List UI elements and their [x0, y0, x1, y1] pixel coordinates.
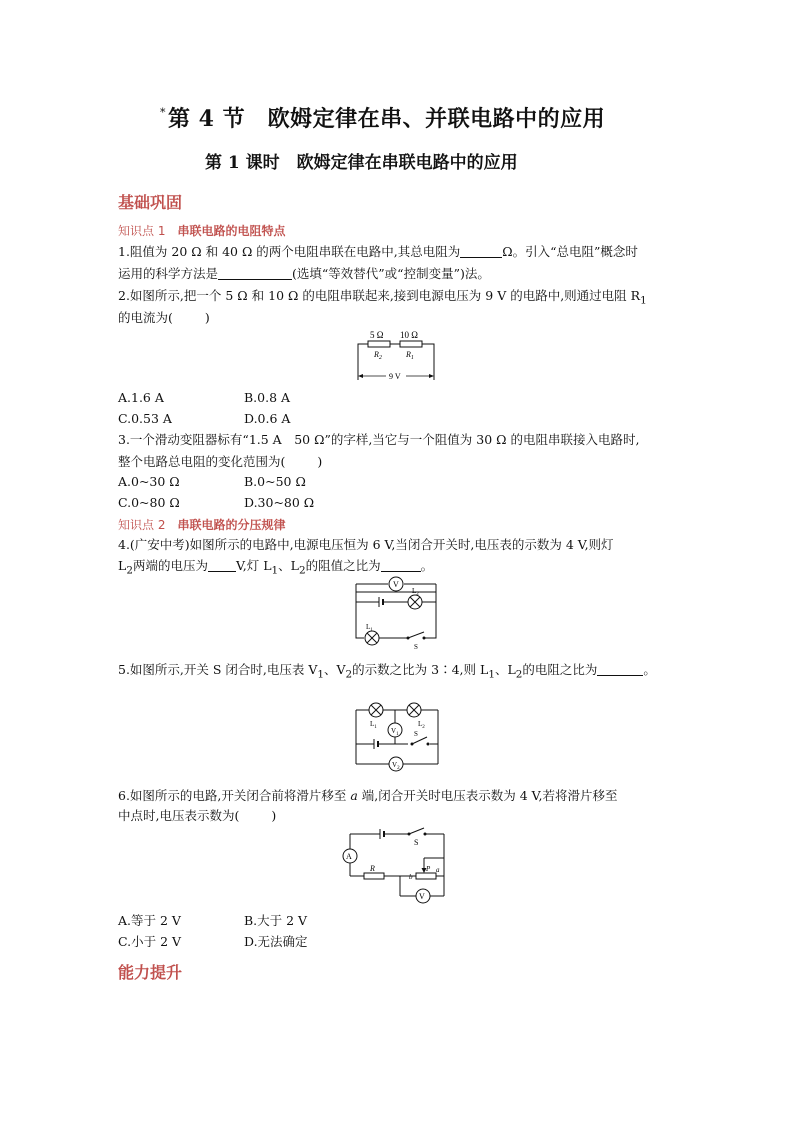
sub: 2 — [126, 564, 133, 577]
q4-text: V,灯 L — [235, 558, 272, 573]
q1-text-c: 运用的科学方法是 — [118, 266, 219, 281]
q5-text: 的示数之比为 3∶4,则 L — [352, 662, 489, 677]
switch-label: S — [414, 643, 418, 650]
sub: 1 — [488, 668, 495, 681]
q4-text: 、L — [278, 558, 299, 573]
r1-label: $R_1$ — [406, 350, 414, 361]
v2-label: $V_2$ — [392, 761, 400, 771]
q3-text-b: 整个电路总电阻的变化范围为( — [118, 454, 286, 469]
q2-option-c[interactable]: C.0.53 A — [118, 411, 172, 426]
sub: 1 — [317, 668, 325, 681]
r2-value-label: 5 Ω — [370, 330, 384, 340]
q6-text: 6.如图所示的电路,开关闭合前将滑片移至 — [118, 788, 351, 803]
q4-l2: L — [118, 558, 127, 573]
question-1-line-1 — [118, 242, 638, 262]
resistor-r-icon — [364, 873, 384, 879]
q6-text: 端,闭合开关时电压表示数为 4 V,若将滑片移至 — [357, 788, 618, 803]
question-6-line-2 — [118, 806, 276, 826]
sub: 1 — [271, 564, 279, 577]
q4-text: 。 — [420, 558, 434, 573]
q6-option-b[interactable]: B.大于 2 V — [244, 913, 308, 928]
page-title-text: 第 4 节 欧姆定律在串、并联电路中的应用 — [168, 106, 606, 132]
q2-paren-close: ) — [204, 310, 210, 325]
q2-option-b[interactable]: B.0.8 A — [244, 390, 291, 405]
q1-text-a: 1.阻值为 20 Ω 和 40 Ω 的两个电阻串联在电路中,其总电阻为 — [118, 244, 461, 259]
resistor-r1-icon — [400, 341, 422, 347]
switch-label: S — [414, 730, 418, 738]
q2-text-b: 的电流为( — [118, 310, 173, 325]
l2-label: $L_2$ — [412, 587, 419, 597]
l2-label: $L_2$ — [418, 720, 425, 730]
q4-text: 两端的电压为 — [132, 558, 208, 573]
question-3-line-1: 3.一个滑动变阻器标有“1.5 A 50 Ω”的字样,当它与一个阻值为 30 Ω 的电阻串联接入电路时, — [118, 432, 640, 447]
q3-option-a[interactable]: A.0~30 Ω — [118, 474, 180, 489]
q2-option-d[interactable]: D.0.6 A — [244, 411, 291, 426]
q6-option-d[interactable]: D.无法确定 — [244, 934, 308, 949]
question-3-line-2 — [118, 452, 322, 472]
q2-circuit-figure — [350, 326, 442, 384]
page-title — [160, 102, 605, 133]
sub: 2 — [345, 668, 353, 681]
q4-circuit-figure — [350, 576, 442, 650]
q5-text: 、L — [494, 662, 516, 677]
voltmeter-label: V — [419, 892, 425, 901]
voltage-label: 9 V — [389, 372, 401, 381]
q2-option-a[interactable]: A.1.6 A — [118, 390, 164, 405]
q6-text: 中点时,电压表示数为( — [118, 808, 240, 823]
question-1-line-2 — [118, 264, 490, 284]
knowledge-point-1 — [118, 222, 285, 239]
kp-index: 知识点 2 — [118, 518, 166, 532]
resistor-r2-icon — [368, 341, 390, 347]
answer-blank[interactable] — [218, 265, 292, 280]
q5-text: 5.如图所示,开关 S 闭合时,电压表 V — [118, 662, 318, 677]
answer-blank[interactable] — [597, 661, 643, 676]
q6-circuit-figure — [336, 826, 450, 910]
knowledge-point-2 — [118, 516, 285, 533]
optional-mark: * — [160, 106, 166, 119]
q5-text: 、V — [324, 662, 346, 677]
r2-label: $R_2$ — [374, 350, 382, 361]
q3-option-c[interactable]: C.0~80 Ω — [118, 495, 180, 510]
q5-text: 的电阻之比为 — [522, 662, 598, 677]
answer-blank[interactable] — [208, 557, 236, 572]
voltmeter-label: V — [393, 580, 399, 589]
q5-text: 。 — [643, 662, 656, 677]
q5-circuit-figure — [352, 698, 442, 776]
q6-option-a[interactable]: A.等于 2 V — [118, 913, 181, 928]
section-basic: 基础巩固 — [118, 193, 183, 212]
section-advanced: 能力提升 — [118, 963, 183, 982]
rheostat-icon — [416, 873, 436, 879]
q2-text-a: 2.如图所示,把一个 5 Ω 和 10 Ω 的电阻串联起来,接到电源电压为 9 V 的电路中,则通过电阻 R — [118, 288, 641, 303]
q3-option-b[interactable]: B.0~50 Ω — [244, 474, 306, 489]
page-subtitle: 第 1 课时 欧姆定律在串联电路中的应用 — [205, 153, 518, 173]
q3-paren-close: ) — [317, 454, 323, 469]
q1-text-b: Ω。引入“总电阻”概念时 — [502, 244, 638, 259]
end-b-label: b — [409, 873, 413, 881]
l1-label: $L_1$ — [370, 720, 377, 730]
q6-option-c[interactable]: C.小于 2 V — [118, 934, 182, 949]
answer-blank[interactable] — [460, 243, 502, 258]
q6-paren-close: ) — [271, 808, 277, 823]
q3-option-d[interactable]: D.30~80 Ω — [244, 495, 315, 510]
switch-label: S — [414, 838, 419, 847]
answer-blank[interactable] — [381, 557, 421, 572]
end-a-label: a — [436, 866, 440, 874]
kp-name: 串联电路的电阻特点 — [177, 224, 286, 238]
kp-name: 串联电路的分压规律 — [177, 518, 286, 532]
slider-label: P — [426, 865, 431, 873]
resistor-label: R — [370, 864, 375, 873]
kp-index: 知识点 1 — [118, 224, 166, 238]
q2-sub: 1 — [640, 294, 647, 307]
v1-label: $V_1$ — [391, 727, 399, 737]
sub: 2 — [515, 668, 523, 681]
question-2-line-1 — [118, 286, 647, 311]
sub: 2 — [298, 564, 306, 577]
q6-end-a: a — [350, 788, 358, 803]
question-6-line-1 — [118, 786, 618, 806]
question-2-line-2 — [118, 308, 210, 328]
l1-label: $L_1$ — [366, 623, 373, 633]
q4-text: 的阻值之比为 — [305, 558, 381, 573]
question-4-line-1: 4.(广安中考)如图所示的电路中,电源电压恒为 6 V,当闭合开关时,电压表的示数为 4 V,则灯 — [118, 537, 614, 552]
r1-value-label: 10 Ω — [400, 330, 418, 340]
question-5 — [118, 660, 656, 685]
switch-icon — [409, 828, 424, 834]
ammeter-label: A — [346, 852, 352, 861]
q1-text-d: (选填“等效替代”或“控制变量”)法。 — [292, 266, 490, 281]
